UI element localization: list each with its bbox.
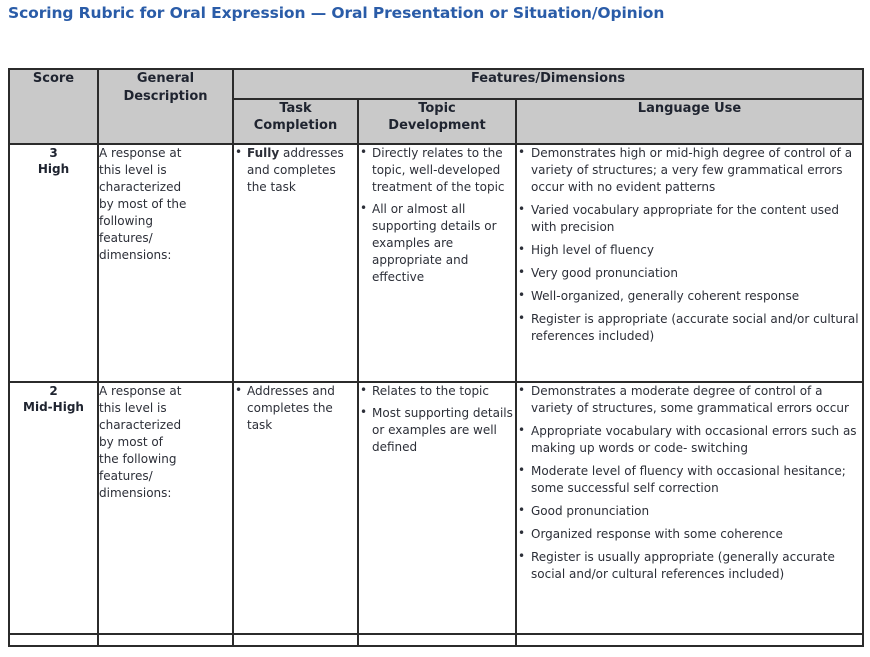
header-cell-score bbox=[9, 69, 98, 144]
text-line: dimensions: bbox=[99, 248, 172, 263]
text-line: this level is bbox=[99, 401, 167, 416]
header-label-language-use: Language Use bbox=[637, 100, 742, 116]
header-label-general-description: General Description bbox=[123, 71, 208, 104]
cell-topic-development bbox=[358, 634, 516, 646]
cell-language-use bbox=[516, 144, 863, 382]
task-completion-list bbox=[234, 145, 357, 196]
list-item: • Good pronunciation bbox=[517, 503, 862, 520]
list-item: • Demonstrates high or mid-high degree of control of a variety of structures; a very few grammatical errors occur with no evident patterns bbox=[517, 145, 862, 196]
list-item: • Addresses and completes the task bbox=[234, 383, 357, 434]
list-item: • Register is appropriate (accurate social and/or cultural references included) bbox=[517, 311, 862, 345]
text-line: this level is bbox=[99, 163, 167, 178]
list-item: • Varied vocabulary appropriate for the content used with precision bbox=[517, 202, 862, 236]
score-number: 3 bbox=[49, 146, 58, 160]
list-item: • High level of fluency bbox=[517, 242, 862, 259]
list-item: • Well-organized, generally coherent response bbox=[517, 288, 862, 305]
language-use-list bbox=[517, 383, 862, 583]
language-use-list bbox=[517, 145, 862, 345]
list-item: • Relates to the topic bbox=[359, 383, 515, 400]
cell-general-description bbox=[98, 634, 233, 646]
header-cell-general-description bbox=[98, 69, 233, 144]
cell-task-completion bbox=[233, 634, 358, 646]
cell-task-completion bbox=[233, 382, 358, 634]
text-line: by most of the bbox=[99, 197, 187, 212]
list-item: • Directly relates to the topic, well-developed treatment of the topic bbox=[359, 145, 515, 196]
header-label-topic-development: Topic Development bbox=[388, 100, 486, 134]
table-row-partial bbox=[9, 634, 863, 646]
header-cell-features-dimensions bbox=[233, 69, 863, 99]
task-completion-list bbox=[234, 383, 357, 434]
header-label-score: Score bbox=[32, 71, 75, 86]
header-cell-language-use bbox=[516, 99, 863, 144]
text-line: characterized bbox=[99, 180, 182, 195]
list-item: • Most supporting details or examples are well defined bbox=[359, 405, 515, 456]
cell-score bbox=[9, 634, 98, 646]
text-line: the following bbox=[99, 452, 177, 467]
general-description-text bbox=[99, 145, 232, 264]
text-line: dimensions: bbox=[99, 486, 172, 501]
text-line: A response at bbox=[99, 384, 182, 398]
text-line: features/ bbox=[99, 469, 153, 484]
cell-language-use bbox=[516, 382, 863, 634]
header-cell-task-completion bbox=[233, 99, 358, 144]
list-item: • All or almost all supporting details or examples are appropriate and effective bbox=[359, 201, 515, 286]
header-row-top bbox=[9, 69, 863, 99]
table-row bbox=[9, 382, 863, 634]
emphasis-text: Fully bbox=[247, 146, 280, 160]
text-line: A response at bbox=[99, 146, 182, 160]
list-item: • Demonstrates a moderate degree of control of a variety of structures, some grammatical errors occur bbox=[517, 383, 862, 417]
score-label: High bbox=[37, 162, 70, 177]
score-number: 2 bbox=[49, 384, 58, 398]
cell-score bbox=[9, 382, 98, 634]
table-header bbox=[9, 69, 863, 144]
text-line: following bbox=[99, 214, 153, 229]
cell-general-description bbox=[98, 382, 233, 634]
list-item: • Moderate level of fluency with occasional hesitance; some successful self correction bbox=[517, 463, 862, 497]
cell-task-completion bbox=[233, 144, 358, 382]
cell-topic-development bbox=[358, 144, 516, 382]
header-cell-topic-development bbox=[358, 99, 516, 144]
cell-score bbox=[9, 144, 98, 382]
text-line: features/ bbox=[99, 231, 153, 246]
score-label: Mid-High bbox=[23, 400, 84, 415]
table-row bbox=[9, 144, 863, 382]
header-label-features-dimensions: Features/Dimensions bbox=[470, 71, 626, 86]
list-item: • Register is usually appropriate (generally accurate social and/or cultural references included) bbox=[517, 549, 862, 583]
topic-development-list bbox=[359, 145, 515, 286]
text-line: characterized bbox=[99, 418, 182, 433]
list-item: • Fully addresses and completes the task bbox=[234, 145, 357, 196]
cell-topic-development bbox=[358, 382, 516, 634]
table-body bbox=[9, 144, 863, 646]
header-label-task-completion: Task Completion bbox=[253, 100, 338, 134]
cell-language-use bbox=[516, 634, 863, 646]
page-title: Scoring Rubric for Oral Expression — Oral Presentation or Situation/Opinion bbox=[8, 4, 665, 22]
list-item: • Organized response with some coherence bbox=[517, 526, 862, 543]
topic-development-list bbox=[359, 383, 515, 456]
list-item: • Appropriate vocabulary with occasional errors such as making up words or code- switching bbox=[517, 423, 862, 457]
cell-general-description bbox=[98, 144, 233, 382]
list-item: • Very good pronunciation bbox=[517, 265, 862, 282]
scoring-rubric-table bbox=[8, 68, 864, 647]
general-description-text bbox=[99, 383, 232, 502]
text-line: by most of bbox=[99, 435, 163, 450]
